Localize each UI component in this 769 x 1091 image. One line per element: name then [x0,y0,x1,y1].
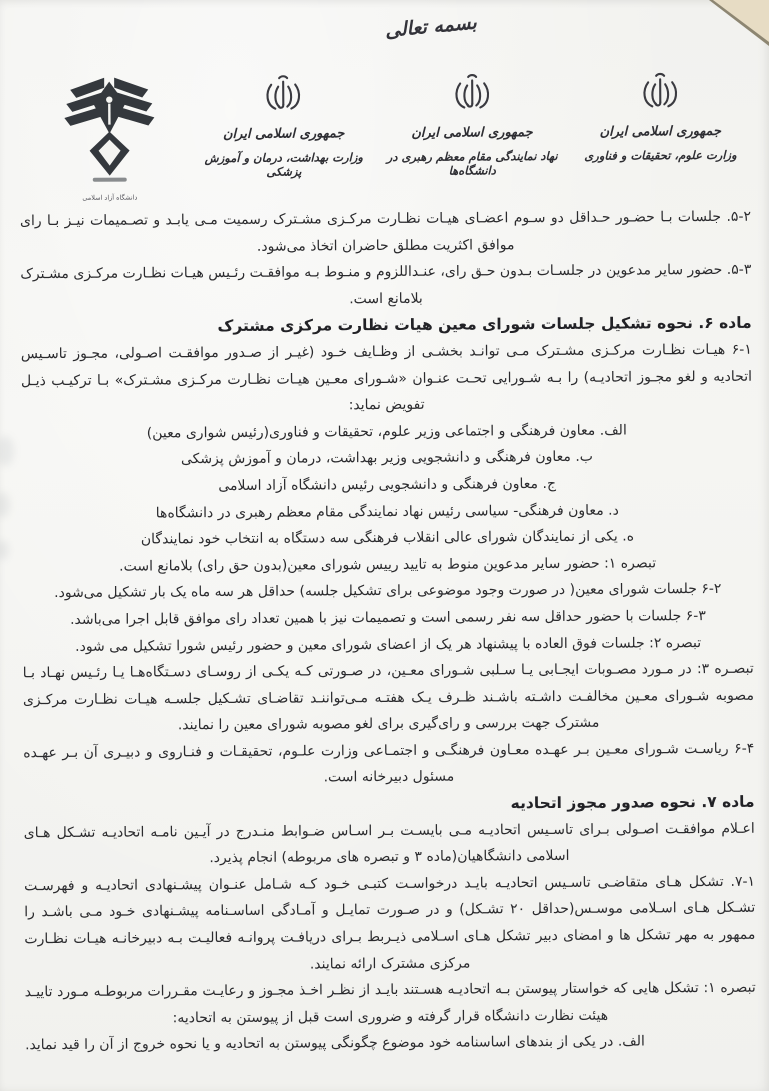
org-headers [189,66,755,179]
document-body [20,204,756,1059]
paragraph: ب. معاون فرهنگی و دانشجویی وزیر بهداشت، درمان و آموزش پزشکی [180,449,593,468]
paragraph: ه. یکی از نمایندگان شورای عالی انقلاب فرهنگی سه دستگاه به انتخاب خود نمایندگان [140,528,635,548]
org-country-line: جمهوری اسلامی ایران [222,126,345,142]
org-country-line: جمهوری اسلامی ایران [411,125,533,141]
article-heading: ماده ۶. نحوه تشکیل جلسات شورای معین هیات نظارت مرکزی مشترک [217,314,752,336]
paragraph: الف. در یکی از بندهای اساسنامه خود موضوع چگونگی پیوستن به اتحادیه و یا نحوه خروج از آن را قید نماید. [24,1033,645,1054]
paragraph: تبصره ۱: تشکل هایی که خواستار پیوستن بـه اتحادیـه هسـتند بایـد از نظـر اخـذ مجـوز و رعایـت مقـررات مربوطـه مـورد تاییـد هیئت نظارت دانشگاه قرار گرفته و ضروری است قبل از پیوستن به اتحادیه: [24,979,756,1027]
letterhead [29,66,755,210]
paragraph: تبصـره ۳: در مـورد مصـوبات ایجـابی یـا سـلبی شـورای معـین، در صـورتی کـه یکـی از روسـای دسـتگاه‌هـا یـا رئـیس نهـاد بـا مصوبه شـورای معـین مخالفـت داشـته باشـند ظـرف یـک هفتـه مـی‌تواننـد تقاضـای تشـکیل جلسـه هیـات نظـارت مرکـزی مشترک جهت بررسی و رای‌گیری برای لغو مصوبه شورای معین را نمایند. [22,660,754,734]
org-name-line: وزارت علوم، تحقیقات و فناوری [584,147,737,163]
azad-university-header [29,69,190,202]
org-name-line: وزارت بهداشت، درمان و آموزش پزشکی [204,150,363,179]
paragraph: تبصره ۱: حضور سایر مدعوین منوط به تایید رییس شورای معین(بدون حق رای) بلامانع است. [119,555,657,575]
paragraph: اعـلام موافقـت اصـولی بـرای تاسـیس اتحادیـه مـی بایسـت بـر اسـاس ضـوابط منـدرج در آیـین نامـه اتحادیـه تشـکل هـای اسلامی دانشگاهیان(ماده ۳ و تبصره های مربوطه) انجام پذیرد. [23,820,755,867]
paragraph: ج. معاون فرهنگی و دانشجویی رئیس دانشگاه آزاد اسلامی [218,475,557,494]
paragraph: ۷-۱. تشکل هـای متقاضـی تاسـیس اتحادیـه بایـد درخواسـت کتبـی خـود کـه شـامل عنـوان پیشـنهادی اتحادیـه و فهرسـت تشـکل هـای اسـلامی موسـس(حداقل ۲۰ تشـکل) و در صـورت تمایـل و آمـادگی اساسـنامه پیشـنهادی خـود مـی باشـد را ممهور به مهر تشکل ها و امضای دبیر تشکل هـای اسـلامی ذیـربط بـرای دریافـت پروانـه فعالیـت بـه دبیرخانـه هیـات نظـارت مرکزی مشترک ارائه نمایند. [24,873,756,973]
org-header [377,67,566,178]
org-header [189,68,378,179]
paragraph: د. معاون فرهنگی- سیاسی رئیس نهاد نمایندگی مقام معظم رهبری در دانشگاه‌ها [155,502,619,521]
azad-university-logo-icon [63,69,156,188]
paragraph: تبصره ۲: جلسات فوق العاده با پیشنهاد هر یک از اعضای شورای معین و حضور رئیس شورا تشکیل می شود. [75,634,702,655]
paragraph: الف. معاون فرهنگی و اجتماعی وزیر علوم، تحقیقات و فناوری(رئیس شواری معین) [146,422,627,442]
bismillah-calligraphy: بسمه تعالی [384,11,478,42]
iran-emblem-icon [263,72,303,114]
article-heading: ماده ۷. نحوه صدور مجوز اتحادیه [510,792,755,813]
org-name-line: نهاد نمایندگی مقام معظم رهبری در دانشگاه‌ها [386,148,558,178]
paragraph: ۶-۴ ریاسـت شـورای معـین بـر عهـده معـاون فرهنگـی و اجتمـاعی وزارت علـوم، تحقیقـات و فنـاروی و دبیـری آن بـر عهـده مسئول دبیرخانه است. [23,740,755,786]
paragraph: ۶-۳ جلسات با حضور حداقل سه نفر رسمی است و تصمیمات نیز با همین تعداد رای موافق قابل اجرا می‌باشد. [69,607,706,628]
iran-emblem-icon [452,71,492,113]
org-country-line: جمهوری اسلامی ایران [599,123,722,140]
paragraph: ۶-۲ جلسات شورای معین( در صورت وجود موضوعی برای تشکیل جلسه) حداقل هر سه ماه یک بار تشکیل می‌شود. [54,581,722,602]
paragraph: ۵-۳. حضور سایر مدعوین در جلسـات بـدون حـق رای، عنـداللزوم و منـوط بـه موافقـت رئـیس هیـات نظـارت مرکـزی مشـترک بلامانع است. [20,261,752,307]
iran-emblem-icon [640,70,680,112]
org-header [566,66,755,177]
azad-logo-caption: دانشگاه آزاد اسلامی [82,193,138,202]
paragraph: ۵-۲. جلسات بـا حضـور حـداقل دو سـوم اعضـای هیـات نظـارت مرکـزی مشـترک رسمیت مـی یابـد و تصـمیمات نیـز بـا رای موافق اکثریت مطلق حاضران اتخاذ می‌شود. [19,208,752,255]
paragraph: ۶-۱ هیـات نظـارت مرکـزی مشـترک مـی توانـد بخشـی از وظـایف خـود (غیـر از صـدور موافقـت اصـولی، مجـوز تاسـیس اتحادیه و لغو مجـوز اتحادیـه) را بـه شـورایی تحـت عنـوان «شـورای معـین هیـات نظـارت مرکـزی مشـترک» بـا ترکیـب ذیـل تفویض نماید: [20,341,753,414]
